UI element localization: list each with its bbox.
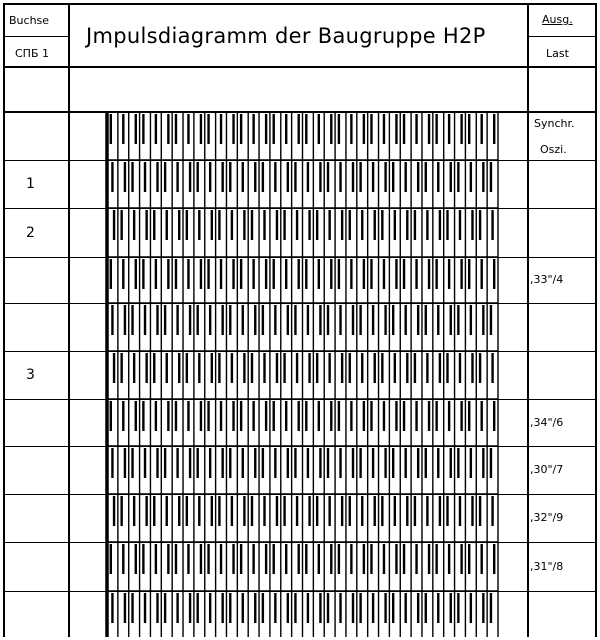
connector-label: СПБ 1	[15, 47, 49, 60]
output-pin-label: ,31"/8	[530, 559, 564, 573]
output-pin-label: ,33"/4	[530, 273, 564, 286]
load-label: Last	[546, 47, 569, 60]
output-pin-label: ,34"/6	[530, 415, 564, 429]
socket-label: Buchse	[9, 14, 50, 27]
socket-number: 3	[26, 367, 35, 383]
socket-number: 1	[26, 176, 35, 192]
output-label-line2: Oszi.	[540, 143, 567, 156]
output-label-line1: Synchr.	[534, 117, 575, 130]
diagram-title: Jmpulsdiagramm der Baugruppe H2P	[86, 24, 486, 48]
socket-number: 2	[26, 224, 35, 241]
output-pin-label: ,30"/7	[530, 463, 564, 476]
output-label: Ausg.	[542, 13, 573, 26]
output-pin-label: ,32"/9	[530, 511, 564, 524]
